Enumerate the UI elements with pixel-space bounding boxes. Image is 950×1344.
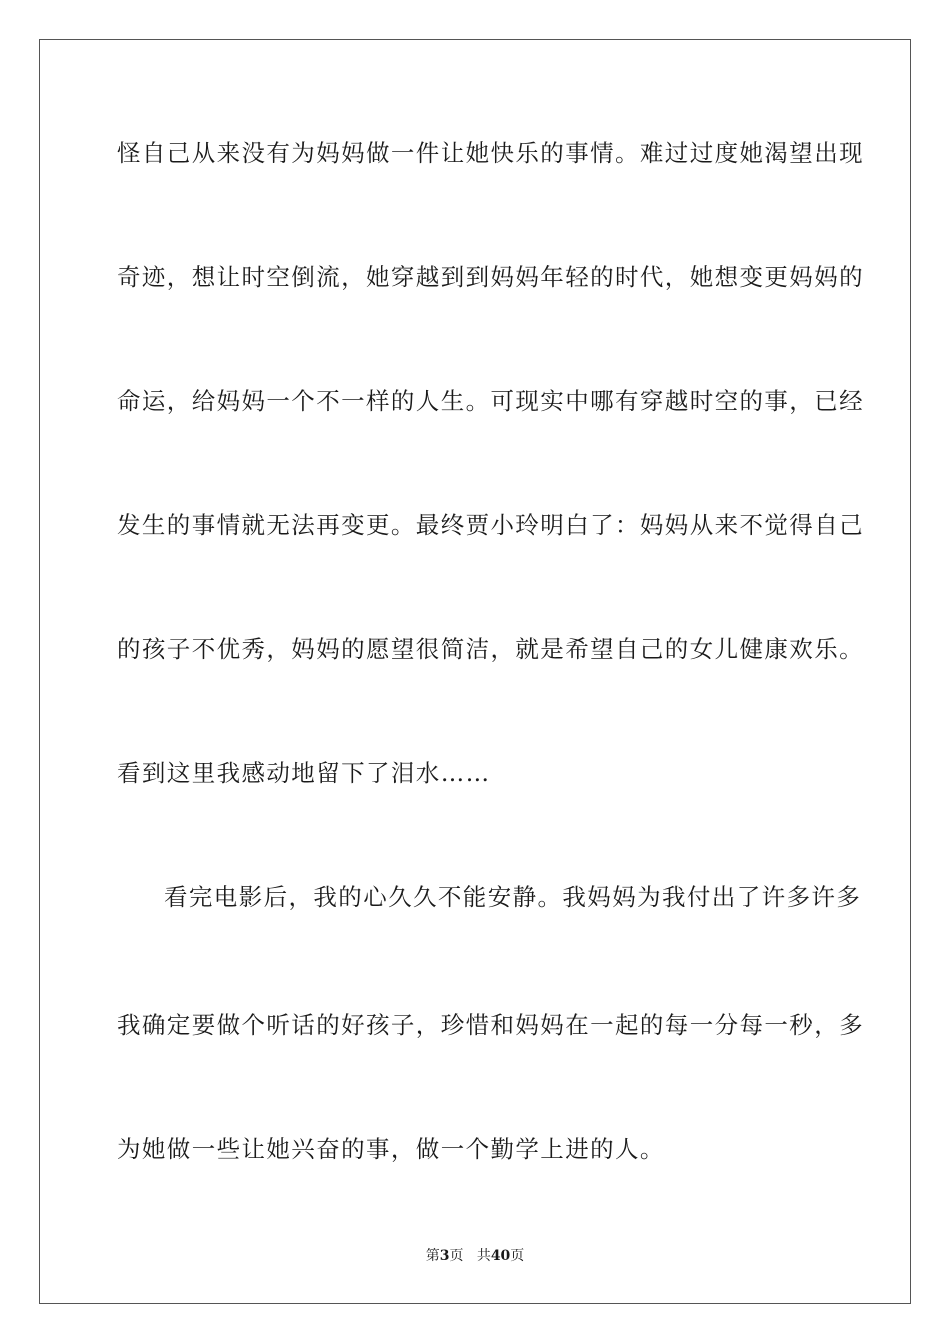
footer-total-prefix: 共 <box>476 1248 491 1264</box>
text-line-2: 奇迹，想让时空倒流，她穿越到到妈妈年轻的时代，她想变更妈妈的 <box>117 263 864 291</box>
footer-page-prefix: 第 <box>425 1248 440 1264</box>
text-line-7-paragraph-start: 看完电影后，我的心久久不能安静。我妈妈为我付出了许多许多 <box>164 883 862 911</box>
text-line-6: 看到这里我感动地留下了泪水…… <box>117 759 491 787</box>
text-line-8: 我确定要做个听话的好孩子，珍惜和妈妈在一起的每一分每一秒，多 <box>117 1011 864 1039</box>
text-line-4: 发生的事情就无法再变更。最终贾小玲明白了：妈妈从来不觉得自己 <box>117 511 864 539</box>
footer-page-number: 3 <box>439 1248 450 1264</box>
text-line-1: 怪自己从来没有为妈妈做一件让她快乐的事情。难过过度她渴望出现 <box>117 139 864 167</box>
text-line-9: 为她做一些让她兴奋的事，做一个勤学上进的人。 <box>117 1135 665 1163</box>
footer-total-suffix: 页 <box>510 1248 525 1264</box>
page-footer <box>0 1247 950 1265</box>
footer-page-suffix: 页 <box>449 1248 464 1264</box>
text-line-5: 的孩子不优秀，妈妈的愿望很简洁，就是希望自己的女儿健康欢乐。 <box>117 635 864 663</box>
footer-total-pages: 40 <box>490 1248 511 1264</box>
page-border <box>39 39 911 1304</box>
text-line-3: 命运，给妈妈一个不一样的人生。可现实中哪有穿越时空的事，已经 <box>117 387 864 415</box>
